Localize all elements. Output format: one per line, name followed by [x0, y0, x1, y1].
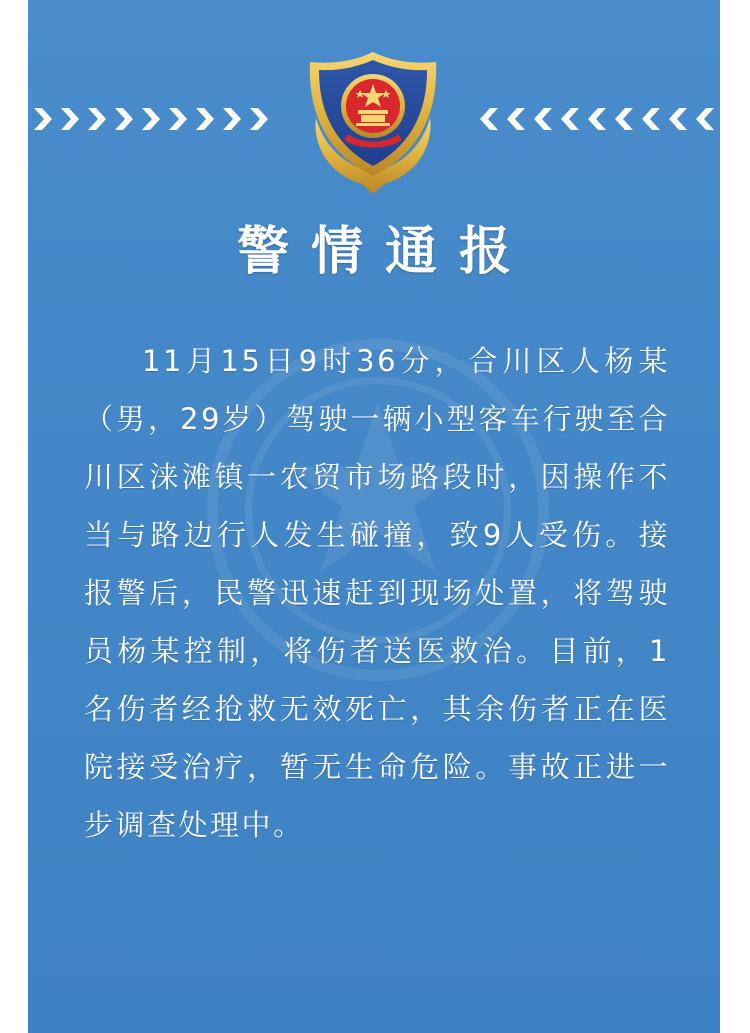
notice-body: 11月15日9时36分，合川区人杨某（男，29岁）驾驶一辆小型客车行驶至合川区涞滩镇一农贸市场路段时，因操作不当与路边行人发生碰撞，致9人受伤。接报警后，民警迅速赶到现场处置，将驾驶员杨某控制，将伤者送医救治。目前，1名伤者经抢救无效死亡，其余伤者正在医院接受治疗，暂无生命危险。事故正进一步调查处理中。	[84, 344, 670, 842]
police-emblem-icon	[298, 48, 448, 196]
chevron-row-left	[34, 102, 276, 136]
chevron-left-icon	[472, 102, 714, 136]
notice-poster	[28, 0, 720, 1033]
notice-title: 警情通报	[236, 222, 533, 282]
chevron-row-right	[472, 102, 714, 136]
chevron-right-icon	[34, 102, 276, 136]
